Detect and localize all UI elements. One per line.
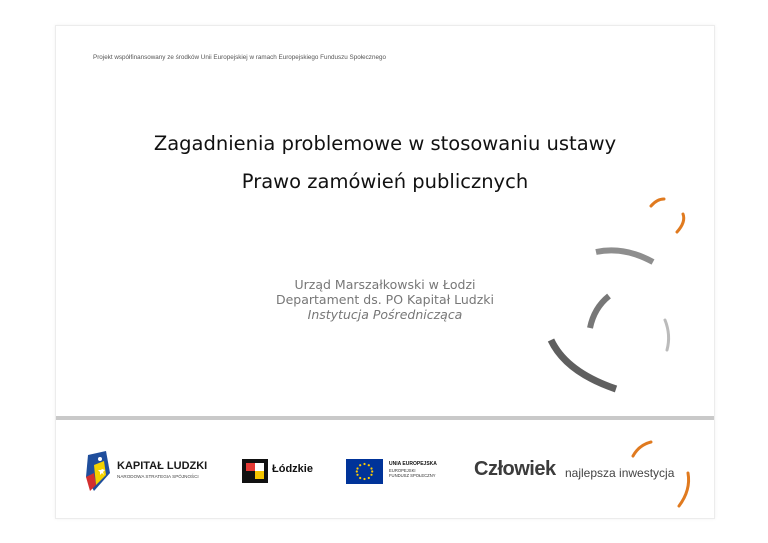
institution-line-2: Departament ds. PO Kapitał Ludzki xyxy=(275,292,495,307)
institution-line-3: Instytucja Pośrednicząca xyxy=(307,307,463,322)
eu-label-line-2: EUROPEJSKI xyxy=(389,468,416,473)
orange-arc-small xyxy=(651,199,664,206)
kapital-ludzki-title: KAPITAŁ LUDZKI xyxy=(117,460,208,472)
eu-flag-icon xyxy=(346,459,383,484)
slide xyxy=(55,25,715,519)
czlowiek-tagline: najlepsza inwestycja xyxy=(565,466,675,480)
czlowiek-wordmark: Człowiek xyxy=(474,458,556,480)
orange-arc-footer-top xyxy=(633,442,651,456)
orange-arc-right xyxy=(677,214,684,232)
decorative-arcs-graphic xyxy=(56,26,714,518)
gray-arc-middle xyxy=(590,296,609,328)
presentation-title-line-1: Zagadnienia problemowe w stosowaniu ustawy xyxy=(153,132,617,155)
cofinancing-note: Projekt współfinansowany ze środków Unii Europejskiej w ramach Europejskiego Funduszu Społecznego xyxy=(93,54,386,61)
gray-arc-right xyxy=(665,320,669,350)
kapital-ludzki-logo xyxy=(84,451,214,491)
gray-arc-top xyxy=(596,250,653,262)
eu-label-line-1: UNIA EUROPEJSKA xyxy=(389,461,437,467)
kapital-ludzki-subtitle: NARODOWA STRATEGIA SPÓJNOŚCI xyxy=(117,474,199,479)
lodzkie-label: Łódzkie xyxy=(272,463,313,475)
gray-arc-large xyxy=(551,340,616,389)
institution-line-1: Urząd Marszałkowski w Łodzi xyxy=(294,277,476,292)
czlowiek-logo xyxy=(474,458,674,488)
footer-divider xyxy=(56,416,714,420)
eu-label-line-3: FUNDUSZ SPOŁECZNY xyxy=(389,473,436,478)
eu-logo xyxy=(346,459,456,485)
lodzkie-emblem-icon xyxy=(242,459,268,483)
orange-arc-footer-right xyxy=(679,473,689,506)
presentation-title-line-2: Prawo zamówień publicznych xyxy=(241,170,529,193)
kapital-ludzki-emblem-icon xyxy=(84,451,114,493)
lodzkie-logo xyxy=(242,459,322,485)
